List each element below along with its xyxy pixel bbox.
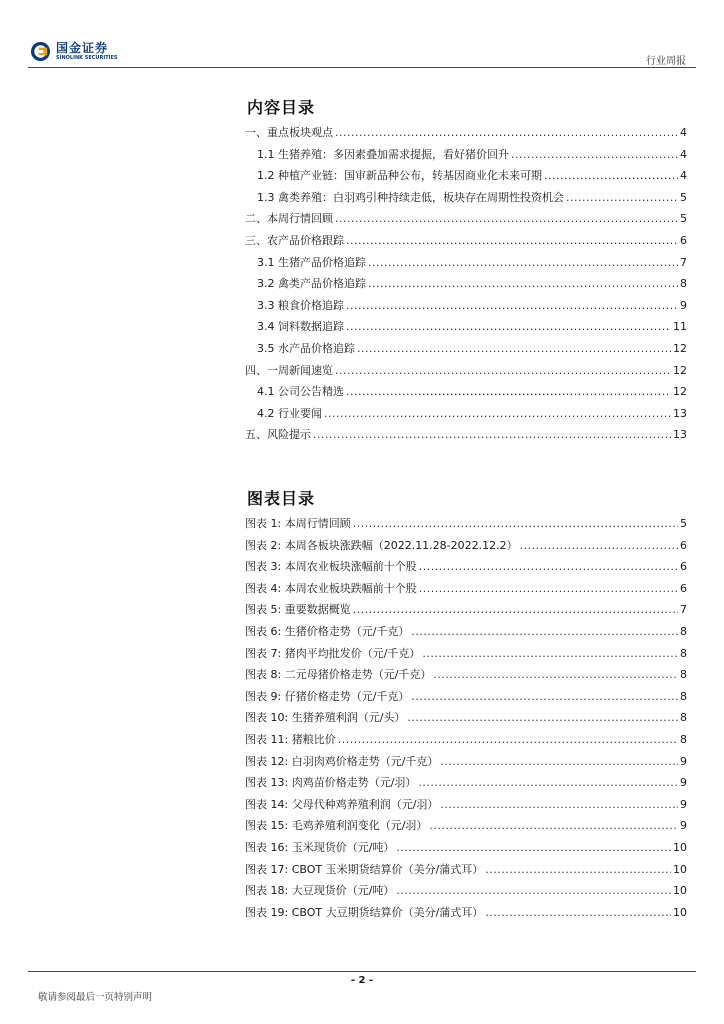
figures-entry-title: 图表 17: CBOT 玉米期货结算价（美分/蒲式耳） [245, 862, 484, 876]
figures-entry[interactable] [245, 707, 687, 729]
figures-entry-title: 图表 16: 玉米现货价（元/吨） [245, 840, 395, 854]
contents-entry-page: 12 [673, 363, 687, 377]
dot-leader [346, 295, 678, 317]
figures-entry[interactable] [245, 535, 687, 557]
contents-entry-page: 5 [680, 190, 687, 204]
figures-entry-page: 8 [680, 646, 687, 660]
contents-entry-title: 三、农产品价格跟踪 [245, 233, 344, 247]
dot-leader [346, 230, 678, 252]
figures-entry-page: 9 [680, 754, 687, 768]
report-type-label: 行业周报 [646, 56, 686, 67]
dot-leader [346, 381, 671, 403]
contents-entry-title: 3.5 水产品价格追踪 [257, 341, 355, 355]
contents-entry-page: 11 [673, 320, 687, 334]
contents-list [245, 122, 687, 446]
figures-entry-title: 图表 14: 父母代种鸡养殖利润（元/羽） [245, 797, 439, 811]
dot-leader [353, 599, 678, 621]
footer-divider [28, 971, 696, 972]
dot-leader [511, 144, 678, 166]
dot-leader [520, 535, 678, 557]
figures-entry-page: 8 [680, 732, 687, 746]
figures-entry[interactable] [245, 794, 687, 816]
dot-leader [433, 664, 678, 686]
figures-entry-page: 6 [680, 560, 687, 574]
contents-entry-page: 13 [673, 428, 687, 442]
figures-entry-page: 8 [680, 668, 687, 682]
figures-entry-title: 图表 2: 本周各板块涨跌幅（2022.11.28-2022.12.2） [245, 538, 518, 552]
figures-entry-title: 图表 18: 大豆现货价（元/吨） [245, 884, 395, 898]
contents-entry-title: 3.2 禽类产品价格追踪 [257, 277, 366, 291]
contents-entry[interactable] [245, 230, 687, 252]
dot-leader [566, 187, 678, 209]
figures-entry-page: 5 [680, 517, 687, 530]
contents-entry-page: 12 [673, 385, 687, 399]
contents-entry-page: 7 [680, 255, 687, 269]
dot-leader [411, 686, 678, 708]
contents-entry[interactable] [245, 122, 687, 144]
figures-title: 图表目录 [247, 489, 316, 508]
contents-entry[interactable] [245, 187, 687, 209]
figures-entry-page: 8 [680, 624, 687, 638]
contents-entry-title: 一、重点板块观点 [245, 126, 333, 139]
figures-entry-title: 图表 12: 白羽肉鸡价格走势（元/千克） [245, 754, 439, 768]
contents-entry-title: 五、风险提示 [245, 428, 311, 442]
logo-english-name: SINOLINK SECURITIES [56, 54, 118, 61]
figures-entry[interactable] [245, 751, 687, 773]
contents-entry-title: 3.1 生猪产品价格追踪 [257, 255, 366, 269]
contents-entry[interactable] [245, 144, 687, 166]
figures-entry[interactable] [245, 837, 687, 859]
dot-leader [419, 578, 678, 600]
contents-entry-page: 4 [680, 169, 687, 183]
footer-disclaimer: 敬请参阅最后一页特别声明 [38, 992, 153, 1003]
figures-entry-title: 图表 10: 生猪养殖利润（元/头） [245, 711, 406, 725]
figures-entry-page: 10 [673, 884, 687, 898]
contents-entry[interactable] [245, 295, 687, 317]
contents-entry-title: 1.1 生猪养殖：多因素叠加需求提振，看好猪价回升 [257, 147, 509, 161]
figures-entry-page: 6 [680, 538, 687, 552]
figures-entry[interactable] [245, 643, 687, 665]
contents-entry[interactable] [245, 424, 687, 446]
company-logo [30, 41, 118, 62]
dot-leader [485, 902, 671, 924]
contents-entry[interactable] [245, 360, 687, 382]
contents-entry-title: 3.3 粮食价格追踪 [257, 298, 344, 312]
contents-entry[interactable] [245, 252, 687, 274]
dot-leader [407, 707, 678, 729]
dot-leader [396, 880, 671, 902]
figures-entry-title: 图表 7: 猪肉平均批发价（元/千克） [245, 646, 421, 660]
figures-entry[interactable] [245, 513, 687, 535]
figures-entry-page: 10 [673, 905, 687, 919]
contents-entry-page: 12 [673, 341, 687, 355]
dot-leader [440, 794, 678, 816]
contents-entry[interactable] [245, 381, 687, 403]
figures-entry-title: 图表 4: 本周农业板块跌幅前十个股 [245, 581, 417, 595]
figures-entry-title: 图表 6: 生猪价格走势（元/千克） [245, 624, 410, 638]
figures-entry-page: 8 [680, 689, 687, 703]
page-number: - 2 - [350, 975, 374, 986]
contents-entry[interactable] [245, 165, 687, 187]
contents-entry-title: 二、本周行情回顾 [245, 212, 333, 226]
dot-leader [353, 513, 678, 535]
figures-entry[interactable] [245, 729, 687, 751]
dot-leader [485, 859, 671, 881]
figures-entry-title: 图表 1: 本周行情回顾 [245, 517, 351, 530]
dot-leader [368, 252, 678, 274]
figures-entry-title: 图表 3: 本周农业板块涨幅前十个股 [245, 560, 417, 574]
logo-chinese-name: 国金证券 [56, 40, 109, 55]
dot-leader [335, 360, 671, 382]
figures-entry[interactable] [245, 664, 687, 686]
contents-entry-page: 4 [680, 126, 687, 139]
dot-leader [422, 643, 678, 665]
contents-entry-page: 13 [673, 406, 687, 420]
dot-leader [396, 837, 671, 859]
figures-entry-page: 9 [680, 797, 687, 811]
contents-entry[interactable] [245, 338, 687, 360]
figures-entry[interactable] [245, 599, 687, 621]
dot-leader [346, 316, 671, 338]
dot-leader [418, 772, 678, 794]
contents-entry-page: 4 [680, 147, 687, 161]
figures-list [245, 513, 687, 923]
contents-entry[interactable] [245, 273, 687, 295]
figures-entry[interactable] [245, 902, 687, 924]
dot-leader [544, 165, 678, 187]
dot-leader [440, 751, 678, 773]
figures-entry-page: 9 [680, 776, 687, 790]
dot-leader [411, 621, 678, 643]
page-header [0, 0, 724, 68]
dot-leader [338, 729, 678, 751]
contents-entry[interactable] [245, 403, 687, 425]
contents-entry-page: 6 [680, 233, 687, 247]
figures-entry-title: 图表 5: 重要数据概览 [245, 603, 351, 617]
contents-entry[interactable] [245, 208, 687, 230]
sinolink-logo-icon [30, 41, 51, 62]
figures-entry-page: 6 [680, 581, 687, 595]
contents-entry[interactable] [245, 316, 687, 338]
figures-entry[interactable] [245, 859, 687, 881]
figures-entry[interactable] [245, 815, 687, 837]
header-divider [28, 67, 696, 68]
dot-leader [419, 556, 678, 578]
contents-entry-page: 9 [680, 298, 687, 312]
contents-entry-title: 1.2 种植产业链：国审新品种公布，转基因商业化未来可期 [257, 169, 542, 183]
dot-leader [313, 424, 671, 446]
figures-entry[interactable] [245, 556, 687, 578]
figures-entry-page: 8 [680, 711, 687, 725]
figures-entry-page: 9 [680, 819, 687, 833]
contents-entry-title: 4.2 行业要闻 [257, 406, 322, 420]
figures-entry-title: 图表 19: CBOT 大豆期货结算价（美分/蒲式耳） [245, 905, 484, 919]
figures-entry-title: 图表 15: 毛鸡养殖利润变化（元/羽） [245, 819, 428, 833]
figures-entry-title: 图表 13: 肉鸡苗价格走势（元/羽） [245, 776, 417, 790]
contents-entry-page: 8 [680, 277, 687, 291]
dot-leader [335, 208, 678, 230]
contents-entry-title: 3.4 饲料数据追踪 [257, 320, 344, 334]
figures-entry-title: 图表 11: 猪粮比价 [245, 732, 336, 746]
figures-entry[interactable] [245, 880, 687, 902]
dot-leader [335, 122, 678, 144]
dot-leader [429, 815, 678, 837]
contents-entry-title: 4.1 公司公告精选 [257, 385, 344, 399]
figures-entry[interactable] [245, 772, 687, 794]
contents-entry-title: 四、一周新闻速览 [245, 363, 333, 377]
dot-leader [357, 338, 671, 360]
figures-entry[interactable] [245, 621, 687, 643]
figures-entry-page: 10 [673, 862, 687, 876]
dot-leader [324, 403, 671, 425]
contents-entry-page: 5 [680, 212, 687, 226]
figures-entry-title: 图表 9: 仔猪价格走势（元/千克） [245, 689, 410, 703]
dot-leader [368, 273, 678, 295]
figures-entry-page: 10 [673, 840, 687, 854]
figures-entry[interactable] [245, 578, 687, 600]
figures-entry-page: 7 [680, 603, 687, 617]
contents-entry-title: 1.3 禽类养殖：白羽鸡引种持续走低，板块存在周期性投资机会 [257, 190, 564, 204]
contents-title: 内容目录 [247, 98, 316, 117]
figures-entry[interactable] [245, 686, 687, 708]
figures-entry-title: 图表 8: 二元母猪价格走势（元/千克） [245, 668, 432, 682]
